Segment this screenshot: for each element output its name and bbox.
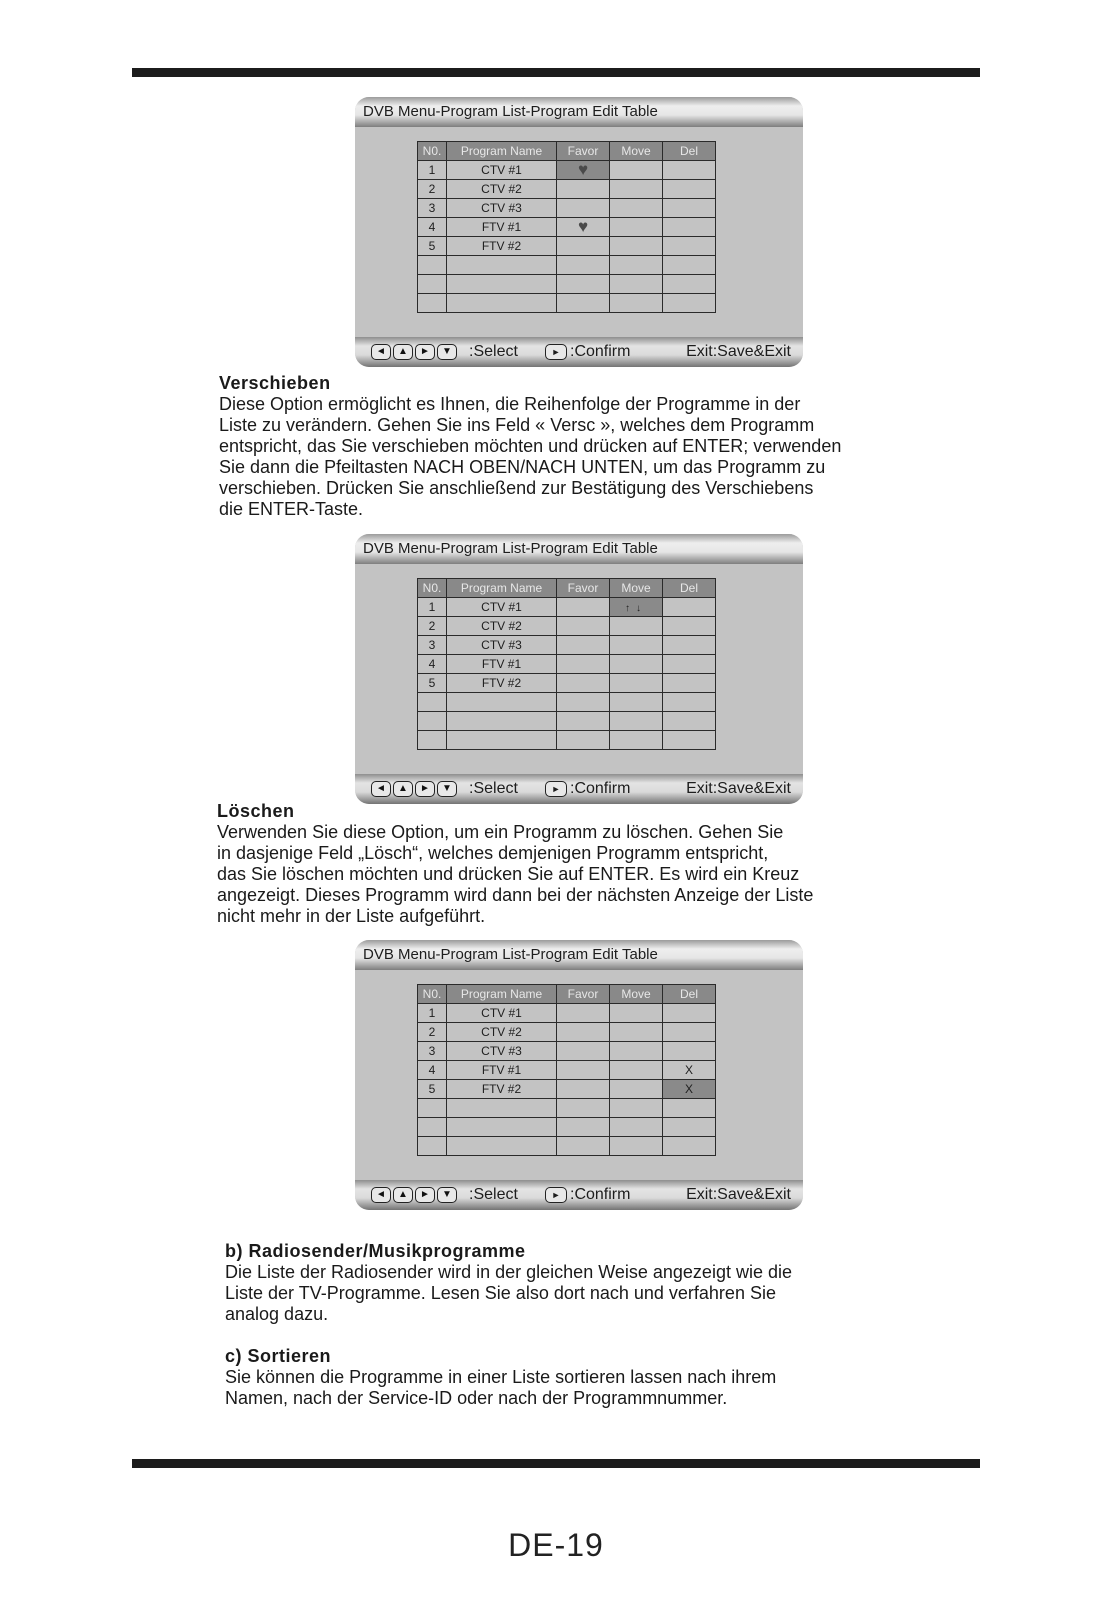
table-row[interactable]	[418, 294, 716, 313]
favor-cell[interactable]	[557, 1118, 610, 1137]
menu-title: DVB Menu-Program List-Program Edit Table	[355, 940, 803, 970]
confirm-hint: :Confirm	[570, 1186, 631, 1203]
table-row[interactable]	[418, 731, 716, 750]
name-cell[interactable]	[447, 731, 557, 750]
move-cell[interactable]	[610, 1118, 663, 1137]
favor-cell[interactable]	[557, 256, 610, 275]
favor-cell[interactable]	[557, 275, 610, 294]
exit-hint: Exit:Save&Exit	[686, 1186, 791, 1203]
table-row[interactable]	[418, 1023, 716, 1042]
column-header-favor: Favor	[557, 579, 610, 598]
move-cell[interactable]	[610, 1004, 663, 1023]
no-cell[interactable]	[418, 693, 447, 712]
favor-cell[interactable]	[557, 1061, 610, 1080]
column-header-no: N0.	[418, 985, 447, 1004]
favor-cell[interactable]	[557, 655, 610, 674]
move-cell[interactable]	[610, 161, 663, 180]
right-arrow-icon: ►	[415, 344, 435, 360]
name-cell[interactable]: FTV #2	[447, 1080, 557, 1099]
move-cell[interactable]	[610, 731, 663, 750]
no-cell[interactable]: 2	[418, 180, 447, 199]
table-row[interactable]	[418, 161, 716, 180]
move-cell[interactable]	[610, 674, 663, 693]
column-header-name: Program Name	[447, 142, 557, 161]
table-row[interactable]	[418, 237, 716, 256]
favor-cell[interactable]	[557, 180, 610, 199]
down-arrow-icon: ▼	[437, 344, 457, 360]
table-body	[418, 1004, 716, 1156]
del-cell[interactable]	[663, 712, 716, 731]
table-body	[418, 161, 716, 313]
confirm-hint: :Confirm	[570, 343, 631, 360]
table-row[interactable]	[418, 1080, 716, 1099]
favor-cell[interactable]	[557, 598, 610, 617]
del-cell[interactable]	[663, 1023, 716, 1042]
del-cell[interactable]	[663, 180, 716, 199]
no-cell[interactable]: 1	[418, 161, 447, 180]
move-cell[interactable]	[610, 693, 663, 712]
del-cell[interactable]	[663, 199, 716, 218]
favor-cell[interactable]	[557, 693, 610, 712]
table-header-row	[418, 142, 716, 161]
move-cell[interactable]	[610, 1099, 663, 1118]
del-cell[interactable]	[663, 237, 716, 256]
name-cell[interactable]: CTV #3	[447, 199, 557, 218]
select-hint: :Select	[469, 1186, 518, 1203]
table-row[interactable]	[418, 218, 716, 237]
move-cell[interactable]	[610, 617, 663, 636]
column-header-move: Move	[610, 985, 663, 1004]
no-cell[interactable]	[418, 1137, 447, 1156]
column-header-no: N0.	[418, 579, 447, 598]
table-header-row	[418, 985, 716, 1004]
move-cell[interactable]	[610, 636, 663, 655]
name-cell[interactable]	[447, 256, 557, 275]
up-arrow-icon: ▲	[393, 344, 413, 360]
name-cell[interactable]: CTV #3	[447, 636, 557, 655]
exit-hint: Exit:Save&Exit	[686, 780, 791, 797]
no-cell[interactable]: 5	[418, 1080, 447, 1099]
name-cell[interactable]: FTV #1	[447, 1061, 557, 1080]
table-row[interactable]	[418, 1118, 716, 1137]
column-header-del: Del	[663, 579, 716, 598]
favor-cell[interactable]	[557, 199, 610, 218]
section-body: Diese Option ermöglicht es Ihnen, die Reihenfolge der Programme in der Liste zu verändern. Gehen Sie ins Feld « Versc », welches dem Programm entspricht, das Sie verschieben möchten und drücken auf ENTER; verwenden Sie dann die Pfeiltasten NACH OBEN/NACH UNTEN, um das Programm zu verschieben. Drücken Sie anschließend zur Bestätigung des Verschiebens die ENTER-Taste.	[219, 394, 842, 519]
section-heading: c) Sortieren	[225, 1346, 332, 1366]
name-cell[interactable]: CTV #1	[447, 598, 557, 617]
menu-footer	[355, 774, 803, 804]
del-cell[interactable]	[663, 655, 716, 674]
program-edit-menu-delete	[355, 940, 803, 1210]
select-hint: :Select	[469, 343, 518, 360]
no-cell[interactable]: 2	[418, 617, 447, 636]
move-cell[interactable]	[610, 655, 663, 674]
column-header-name: Program Name	[447, 579, 557, 598]
table-row[interactable]	[418, 693, 716, 712]
favor-cell[interactable]	[557, 636, 610, 655]
move-cell[interactable]	[610, 1061, 663, 1080]
no-cell[interactable]	[418, 294, 447, 313]
no-cell[interactable]: 1	[418, 598, 447, 617]
no-cell[interactable]: 1	[418, 1004, 447, 1023]
no-cell[interactable]	[418, 1118, 447, 1137]
favor-cell[interactable]	[557, 237, 610, 256]
no-cell[interactable]	[418, 712, 447, 731]
name-cell[interactable]: FTV #2	[447, 674, 557, 693]
no-cell[interactable]	[418, 256, 447, 275]
no-cell[interactable]: 5	[418, 674, 447, 693]
table-row[interactable]	[418, 712, 716, 731]
no-cell[interactable]	[418, 275, 447, 294]
enter-key-icon: ►	[545, 1187, 567, 1203]
table-row[interactable]	[418, 1099, 716, 1118]
favor-cell[interactable]	[557, 1042, 610, 1061]
move-cell[interactable]	[610, 275, 663, 294]
move-cell[interactable]	[610, 199, 663, 218]
del-cell[interactable]	[663, 598, 716, 617]
left-arrow-icon: ◄	[371, 344, 391, 360]
favor-cell[interactable]	[557, 1137, 610, 1156]
table-row[interactable]	[418, 1042, 716, 1061]
del-cell[interactable]	[663, 693, 716, 712]
section-loeschen	[217, 801, 937, 927]
name-cell[interactable]: CTV #2	[447, 1023, 557, 1042]
del-cell[interactable]: X	[663, 1061, 716, 1080]
section-heading: Verschieben	[219, 373, 331, 393]
favor-cell[interactable]	[557, 1080, 610, 1099]
no-cell[interactable]: 3	[418, 1042, 447, 1061]
del-cell[interactable]	[663, 674, 716, 693]
down-arrow-icon: ▼	[437, 1187, 457, 1203]
del-cell[interactable]	[663, 1042, 716, 1061]
no-cell[interactable]: 4	[418, 1061, 447, 1080]
favor-cell[interactable]	[557, 617, 610, 636]
exit-hint: Exit:Save&Exit	[686, 343, 791, 360]
navigation-keys	[371, 344, 459, 360]
no-cell[interactable]: 3	[418, 199, 447, 218]
up-arrow-icon: ▲	[393, 781, 413, 797]
column-header-move: Move	[610, 579, 663, 598]
name-cell[interactable]: FTV #2	[447, 237, 557, 256]
menu-title: DVB Menu-Program List-Program Edit Table	[355, 534, 803, 564]
page-number: DE-19	[508, 1527, 604, 1563]
menu-title: DVB Menu-Program List-Program Edit Table	[355, 97, 803, 127]
name-cell[interactable]	[447, 294, 557, 313]
favorite-cell[interactable]	[557, 161, 610, 180]
right-arrow-icon: ►	[415, 781, 435, 797]
name-cell[interactable]: CTV #2	[447, 180, 557, 199]
name-cell[interactable]: FTV #1	[447, 655, 557, 674]
up-arrow-icon: ▲	[393, 1187, 413, 1203]
navigation-keys	[371, 781, 459, 797]
table-row[interactable]	[418, 1137, 716, 1156]
table-row[interactable]	[418, 617, 716, 636]
name-cell[interactable]	[447, 1137, 557, 1156]
column-header-no: N0.	[418, 142, 447, 161]
favor-cell[interactable]	[557, 1023, 610, 1042]
table-row[interactable]	[418, 275, 716, 294]
table-row[interactable]	[418, 636, 716, 655]
section-heading: b) Radiosender/Musikprogramme	[225, 1241, 526, 1261]
column-header-move: Move	[610, 142, 663, 161]
name-cell[interactable]: CTV #1	[447, 161, 557, 180]
favor-cell[interactable]	[557, 1004, 610, 1023]
table-row[interactable]	[418, 199, 716, 218]
program-edit-table	[417, 578, 716, 750]
name-cell[interactable]	[447, 1118, 557, 1137]
move-cell[interactable]	[610, 1080, 663, 1099]
favor-cell[interactable]	[557, 712, 610, 731]
right-arrow-icon: ►	[415, 1187, 435, 1203]
table-row[interactable]	[418, 256, 716, 275]
no-cell[interactable]: 3	[418, 636, 447, 655]
del-cell[interactable]	[663, 731, 716, 750]
column-header-favor: Favor	[557, 142, 610, 161]
del-cell[interactable]	[663, 256, 716, 275]
name-cell[interactable]: CTV #2	[447, 617, 557, 636]
name-cell[interactable]	[447, 712, 557, 731]
program-edit-menu-move	[355, 534, 803, 804]
favor-cell[interactable]	[557, 674, 610, 693]
name-cell[interactable]: CTV #1	[447, 1004, 557, 1023]
menu-footer	[355, 337, 803, 367]
move-cell[interactable]	[610, 1137, 663, 1156]
no-cell[interactable]: 4	[418, 218, 447, 237]
left-arrow-icon: ◄	[371, 781, 391, 797]
table-row[interactable]	[418, 1004, 716, 1023]
move-cell[interactable]	[610, 256, 663, 275]
table-row[interactable]	[418, 180, 716, 199]
move-cell[interactable]	[610, 218, 663, 237]
program-edit-menu-favor	[355, 97, 803, 367]
del-cell[interactable]	[663, 294, 716, 313]
del-cell[interactable]	[663, 1099, 716, 1118]
move-cell[interactable]	[610, 180, 663, 199]
move-arrows-icon: ↑↓	[625, 603, 647, 614]
table-row[interactable]	[418, 598, 716, 617]
move-cell[interactable]	[610, 1023, 663, 1042]
column-header-favor: Favor	[557, 985, 610, 1004]
confirm-hint: :Confirm	[570, 780, 631, 797]
select-hint: :Select	[469, 780, 518, 797]
enter-key-icon: ►	[545, 781, 567, 797]
move-cell[interactable]	[610, 237, 663, 256]
name-cell[interactable]: CTV #3	[447, 1042, 557, 1061]
del-cell[interactable]	[663, 636, 716, 655]
favor-cell[interactable]	[557, 294, 610, 313]
enter-key-icon: ►	[545, 344, 567, 360]
section-verschieben	[219, 373, 939, 520]
program-edit-table	[417, 984, 716, 1156]
no-cell[interactable]	[418, 1099, 447, 1118]
table-row[interactable]	[418, 655, 716, 674]
heart-icon: ♥	[577, 217, 589, 236]
section-heading: Löschen	[217, 801, 295, 821]
column-header-name: Program Name	[447, 985, 557, 1004]
menu-footer	[355, 1180, 803, 1210]
del-cell[interactable]	[663, 161, 716, 180]
heart-icon: ♥	[577, 160, 589, 179]
del-cell[interactable]	[663, 275, 716, 294]
table-row[interactable]	[418, 1061, 716, 1080]
no-cell[interactable]	[418, 731, 447, 750]
no-cell[interactable]: 5	[418, 237, 447, 256]
bottom-rule	[132, 1459, 980, 1468]
column-header-del: Del	[663, 985, 716, 1004]
name-cell[interactable]	[447, 693, 557, 712]
del-cell[interactable]	[663, 218, 716, 237]
no-cell[interactable]: 2	[418, 1023, 447, 1042]
name-cell[interactable]	[447, 1099, 557, 1118]
top-rule	[132, 68, 980, 77]
del-cell[interactable]	[663, 1118, 716, 1137]
down-arrow-icon: ▼	[437, 781, 457, 797]
table-header-row	[418, 579, 716, 598]
move-cell[interactable]	[610, 294, 663, 313]
left-arrow-icon: ◄	[371, 1187, 391, 1203]
section-body: Sie können die Programme in einer Liste sortieren lassen nach ihrem Namen, nach der Service-ID oder nach der Programmnummer.	[225, 1367, 777, 1408]
table-body	[418, 598, 716, 750]
favor-cell[interactable]	[557, 1099, 610, 1118]
section-sortieren	[225, 1346, 945, 1409]
move-cell[interactable]	[610, 1042, 663, 1061]
section-radio	[225, 1241, 945, 1325]
del-cell[interactable]	[663, 1004, 716, 1023]
del-cell[interactable]: X	[663, 1080, 716, 1099]
name-cell[interactable]	[447, 275, 557, 294]
move-cell[interactable]	[610, 598, 663, 617]
no-cell[interactable]: 4	[418, 655, 447, 674]
section-body: Verwenden Sie diese Option, um ein Programm zu löschen. Gehen Sie in dasjenige Feld „Lösch“, welches demjenigen Programm entspricht, das Sie löschen möchten und drücken Sie auf ENTER. Es wird ein Kreuz angezeigt. Dieses Programm wird dann bei der nächsten Anzeige der Liste nicht mehr in der Liste aufgeführt.	[217, 822, 814, 926]
navigation-keys	[371, 1187, 459, 1203]
del-cell[interactable]	[663, 617, 716, 636]
favor-cell[interactable]	[557, 731, 610, 750]
program-edit-table	[417, 141, 716, 313]
move-cell[interactable]	[610, 712, 663, 731]
section-body: Die Liste der Radiosender wird in der gleichen Weise angezeigt wie die Liste der TV-Programme. Lesen Sie also dort nach und verfahren Sie analog dazu.	[225, 1262, 792, 1324]
name-cell[interactable]: FTV #1	[447, 218, 557, 237]
favorite-cell[interactable]	[557, 218, 610, 237]
column-header-del: Del	[663, 142, 716, 161]
del-cell[interactable]	[663, 1137, 716, 1156]
table-row[interactable]	[418, 674, 716, 693]
